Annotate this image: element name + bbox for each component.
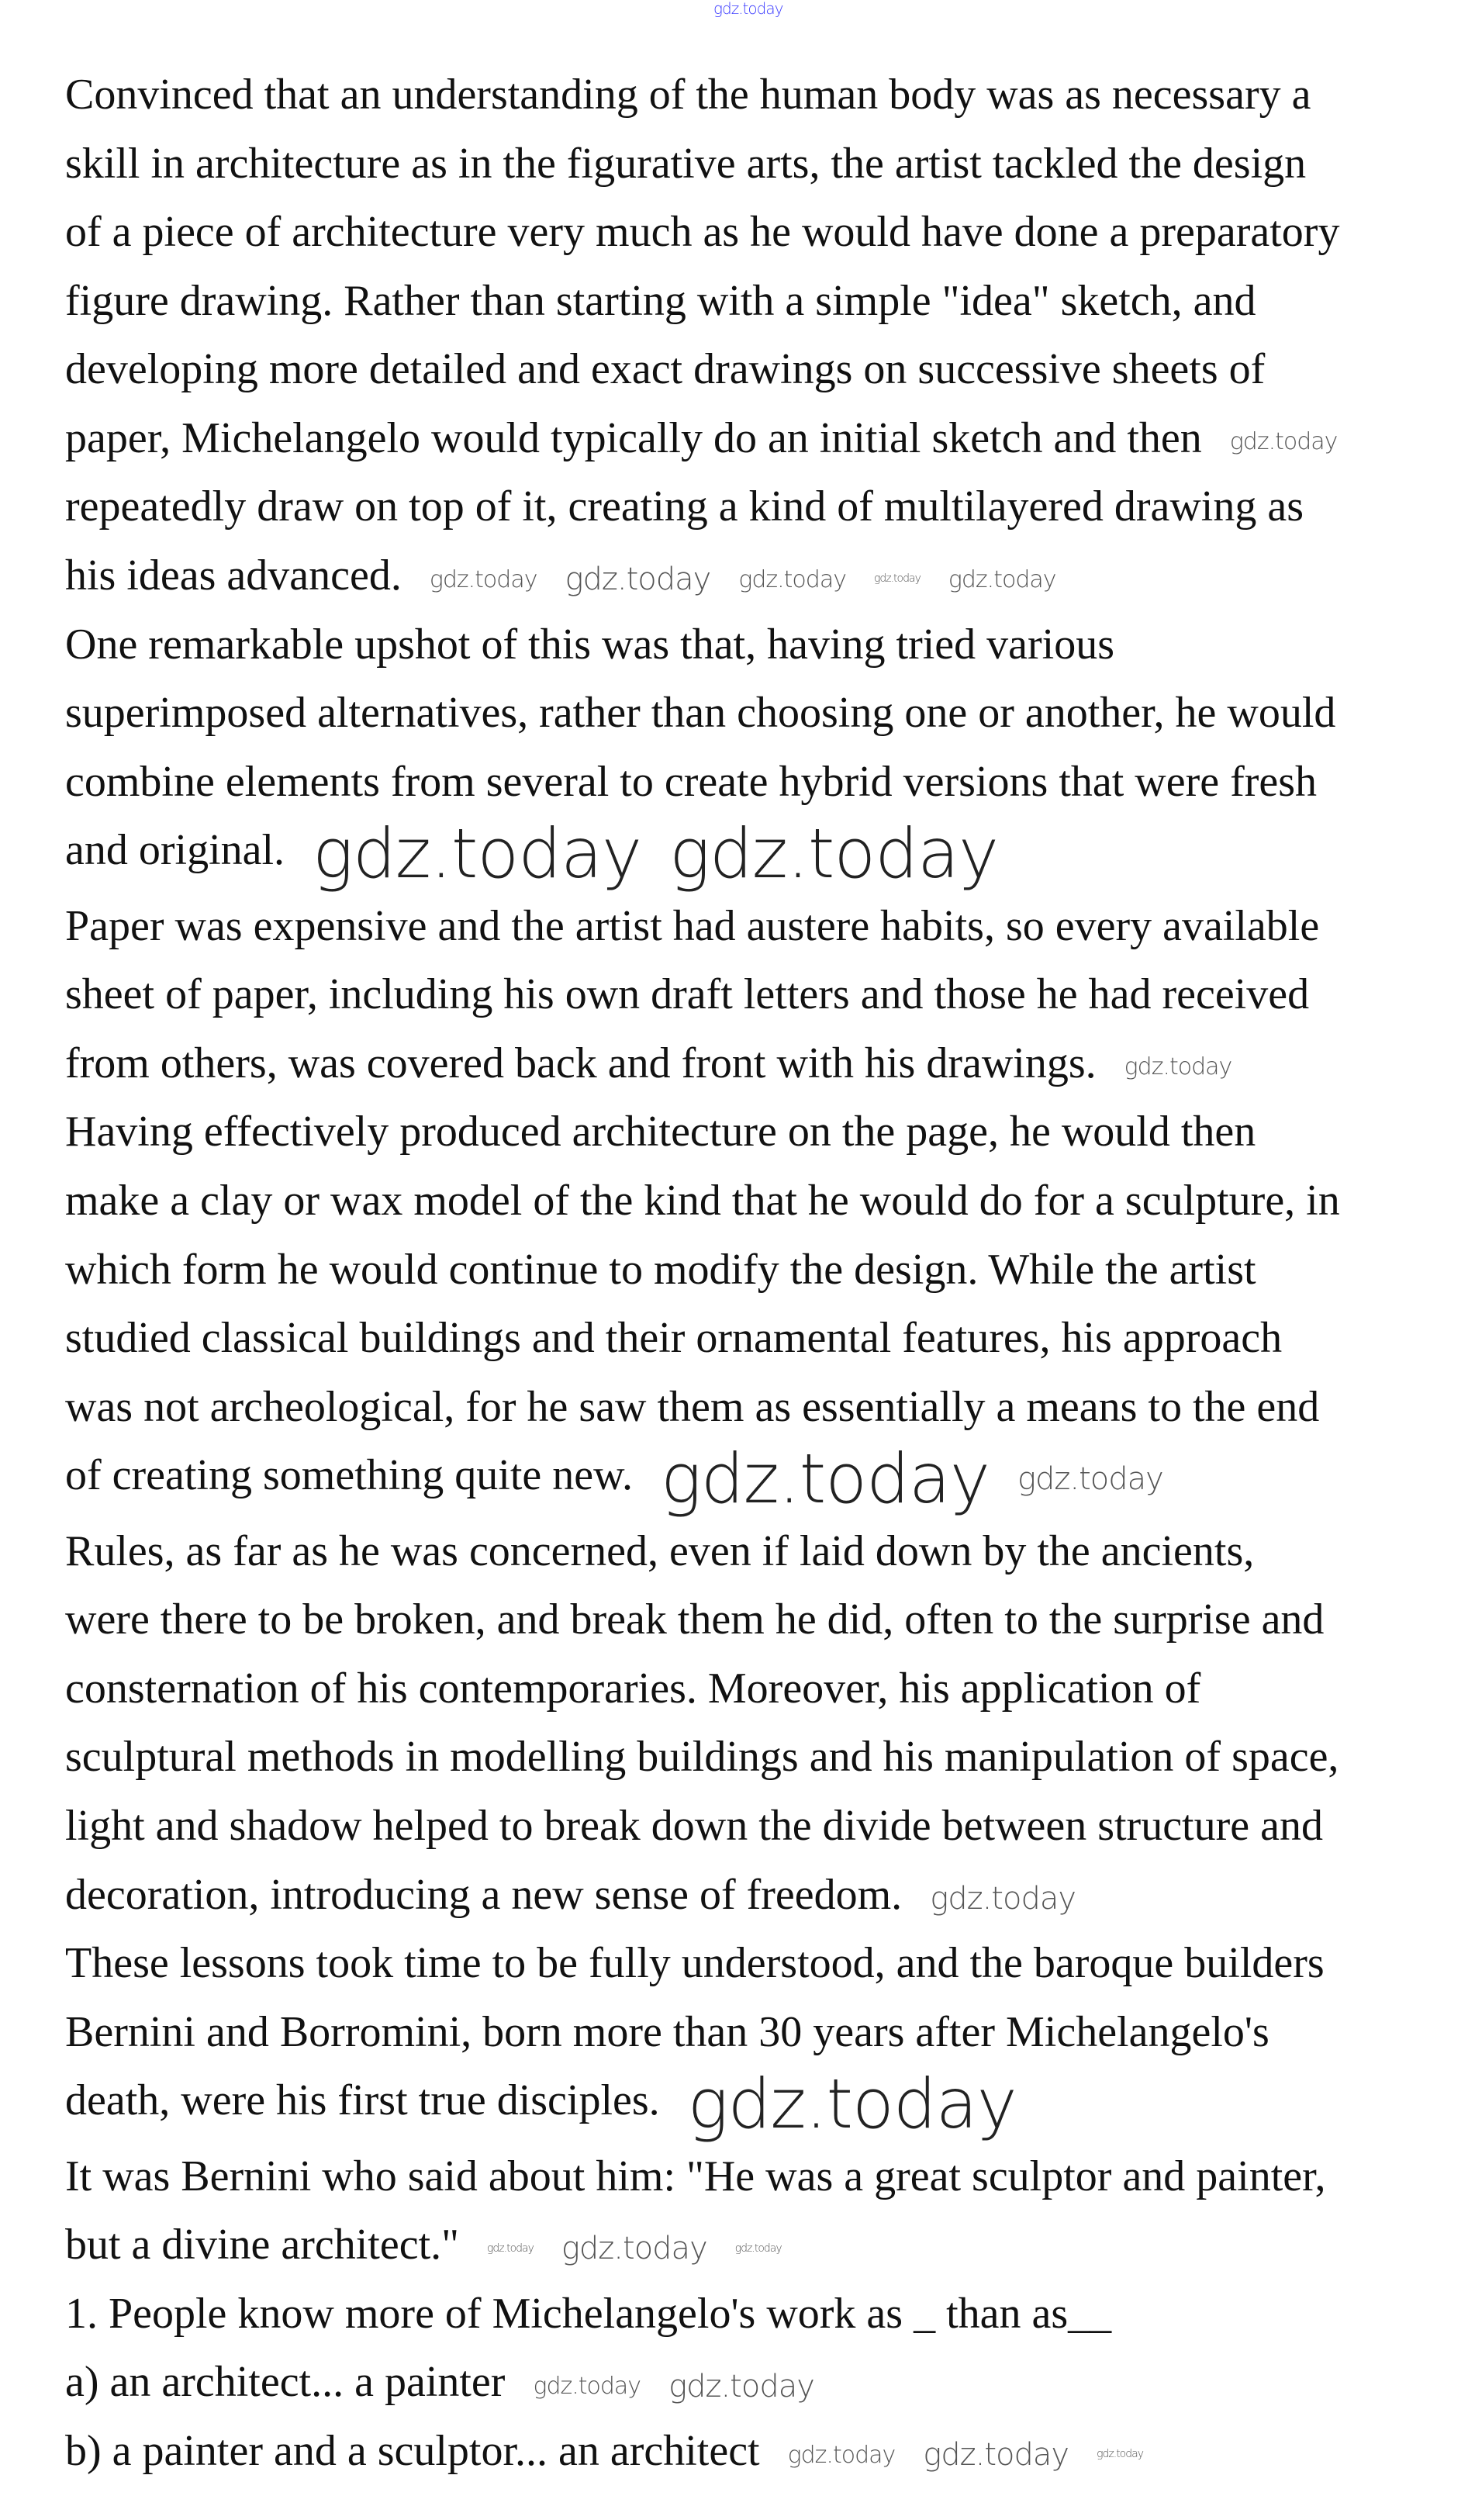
text-line-row <box>65 1723 1461 1792</box>
text-line-row <box>65 1585 1461 1654</box>
watermark: gdz.today <box>1017 1461 1163 1498</box>
text-line: sculptural methods in modelling buildings and his manipulation of space, <box>65 1733 1339 1782</box>
text-line: studied classical buildings and their ornamental features, his approach <box>65 1314 1283 1363</box>
watermark: gdz.today <box>948 565 1056 593</box>
text-line: a) an architect... a painter <box>65 2358 506 2407</box>
text-line-row <box>65 2211 1461 2280</box>
watermark: gdz.today <box>561 2231 707 2267</box>
text-line-row <box>65 1654 1461 1723</box>
text-line-row <box>65 130 1461 199</box>
watermark: gdz.today <box>713 0 783 18</box>
text-line: developing more detailed and exact drawings on successive sheets of <box>65 345 1266 394</box>
text-line-row <box>65 748 1461 817</box>
text-line-row <box>65 1861 1461 1930</box>
text-line: skill in architecture as in the figurative arts, the artist tackled the design <box>65 139 1307 188</box>
text-line-row <box>65 1373 1461 1442</box>
text-line-row <box>65 1517 1461 1586</box>
text-line-row <box>65 472 1461 541</box>
watermark: gdz.today <box>873 572 921 586</box>
text-line: and original. <box>65 826 285 875</box>
watermark: gdz.today <box>1097 2448 1144 2461</box>
text-line: repeatedly draw on top of it, creating a kind of multilayered drawing as <box>65 482 1304 531</box>
watermark: gdz.today <box>687 2063 1017 2144</box>
text-line-row <box>65 335 1461 404</box>
text-line: These lessons took time to be fully understood, and the baroque builders <box>65 1939 1325 1988</box>
watermark: gdz.today <box>429 565 537 593</box>
text-line-row <box>65 960 1461 1029</box>
text-line-row <box>65 2063 1461 2144</box>
text-line-row <box>65 1167 1461 1236</box>
text-line: was not archeological, for he saw them as essentially a means to the end <box>65 1382 1320 1431</box>
text-line: Convinced that an understanding of the human body was as necessary a <box>65 71 1311 119</box>
watermark: gdz.today <box>923 2437 1069 2473</box>
text-line: paper, Michelangelo would typically do an initial sketch and then <box>65 413 1202 462</box>
text-line: figure drawing. Rather than starting with a simple "idea" sketch, and <box>65 276 1256 325</box>
text-line: Paper was expensive and the artist had austere habits, so every available <box>65 901 1320 950</box>
text-line-row <box>65 2348 1461 2417</box>
watermark: gdz.today <box>1124 1053 1232 1081</box>
text-line-row <box>65 1236 1461 1305</box>
text-line: make a clay or wax model of the kind that he would do for a sculpture, in <box>65 1176 1340 1225</box>
text-line-row <box>65 1029 1461 1098</box>
text-line-row <box>65 1304 1461 1373</box>
text-line: death, were his first true disciples. <box>65 2076 660 2125</box>
watermark: gdz.today <box>660 1438 990 1519</box>
text-line: light and shadow helped to break down the divide between structure and <box>65 1802 1323 1850</box>
watermark: gdz.today <box>533 2373 641 2401</box>
text-line: from others, was covered back and front with his drawings. <box>65 1039 1097 1087</box>
text-line: consternation of his contemporaries. Moreover, his application of <box>65 1664 1201 1713</box>
article-text <box>65 60 1461 2486</box>
watermark: gdz.today <box>930 1880 1076 1917</box>
text-line-row <box>65 892 1461 961</box>
text-line: Rules, as far as he was concerned, even if laid down by the ancients, <box>65 1526 1255 1575</box>
text-line-row <box>65 1098 1461 1167</box>
text-line-row <box>65 1792 1461 1861</box>
text-line-row <box>65 2417 1461 2486</box>
text-line-row <box>65 1929 1461 1998</box>
text-line: One remarkable upshot of this was that, having tried various <box>65 620 1114 669</box>
text-line: were there to be broken, and break them he did, often to the surprise and <box>65 1595 1325 1644</box>
text-line: 1. People know more of Michelangelo's work as _ than as__ <box>65 2289 1112 2338</box>
text-line: superimposed alternatives, rather than choosing one or another, he would <box>65 689 1336 738</box>
text-line: of creating something quite new. <box>65 1451 633 1500</box>
text-line-row <box>65 2280 1461 2349</box>
text-line: of a piece of architecture very much as he would have done a preparatory <box>65 208 1340 257</box>
watermark: gdz.today <box>668 2368 814 2404</box>
text-line: b) a painter and a sculptor... an architect <box>65 2427 760 2476</box>
text-line-row <box>65 610 1461 679</box>
text-line-row <box>65 267 1461 336</box>
text-line: Having effectively produced architecture on the page, he would then <box>65 1108 1256 1156</box>
text-line: It was Bernini who said about him: "He was a great sculptor and painter, <box>65 2152 1326 2200</box>
watermark: gdz.today <box>787 2441 896 2469</box>
text-line: combine elements from several to create hybrid versions that were fresh <box>65 757 1318 806</box>
watermark: gdz.today <box>313 813 642 894</box>
watermark: gdz.today <box>1229 428 1338 456</box>
text-line-row <box>65 541 1461 610</box>
text-line: Bernini and Borromini, born more than 30 years after Michelangelo's <box>65 2007 1269 2056</box>
text-line-row <box>65 198 1461 267</box>
text-line-row <box>65 404 1461 473</box>
text-line-row <box>65 813 1461 894</box>
watermark: gdz.today <box>669 813 999 894</box>
text-line-row <box>65 679 1461 748</box>
text-line: decoration, introducing a new sense of freedom. <box>65 1870 903 1919</box>
text-line-row <box>65 1998 1461 2067</box>
text-line: his ideas advanced. <box>65 551 402 600</box>
text-line-row <box>65 60 1461 130</box>
watermark: gdz.today <box>487 2242 534 2255</box>
text-line: which form he would continue to modify the design. While the artist <box>65 1245 1256 1294</box>
text-line: but a divine architect." <box>65 2221 459 2269</box>
text-line-row <box>65 2142 1461 2211</box>
text-line-row <box>65 1438 1461 1519</box>
watermark: gdz.today <box>734 2242 782 2255</box>
watermark: gdz.today <box>738 565 846 593</box>
watermark: gdz.today <box>565 562 711 598</box>
text-line: sheet of paper, including his own draft letters and those he had received <box>65 970 1310 1019</box>
